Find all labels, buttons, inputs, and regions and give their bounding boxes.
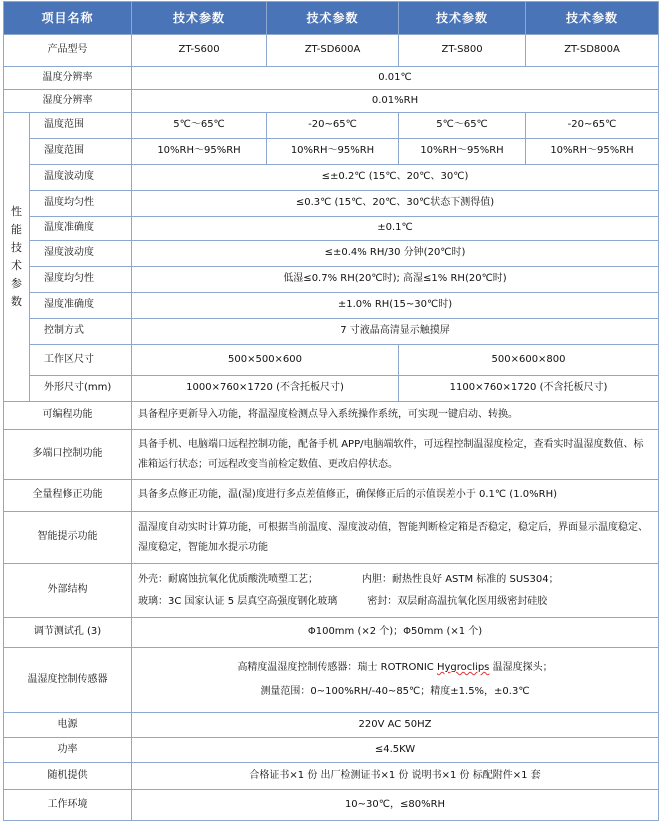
temp-range-label: 温度范围 <box>30 113 132 139</box>
structure-value <box>132 564 659 618</box>
power-supply-label: 电源 <box>4 713 132 738</box>
structure-liner: 内胆：耐热性良好 ASTM 标准的 SUS304； <box>362 573 559 585</box>
sensor-value <box>132 648 659 713</box>
programmable-row <box>4 402 659 430</box>
work-size-label: 工作区尺寸 <box>30 345 132 376</box>
temp-range-row <box>4 113 659 139</box>
humidity-range-2: 10%RH～95%RH <box>267 139 399 165</box>
model-2: ZT-SD600A <box>267 35 399 67</box>
humidity-accuracy-value: ±1.0% RH(15~30℃时) <box>132 293 659 319</box>
accessories-row <box>4 763 659 790</box>
header-param-1: 技术参数 <box>132 2 267 35</box>
programmable-label: 可编程功能 <box>4 402 132 430</box>
multiport-row <box>4 430 659 480</box>
smart-prompt-label: 智能提示功能 <box>4 512 132 564</box>
temp-range-4: -20~65℃ <box>526 113 659 139</box>
humidity-range-label: 湿度范围 <box>30 139 132 165</box>
environment-value: 10~30℃，≤80%RH <box>132 790 659 821</box>
full-correction-row <box>4 480 659 512</box>
accessories-value: 合格证书×1 份 出厂检测证书×1 份 说明书×1 份 标配附件×1 套 <box>132 763 659 790</box>
temp-uniformity-label: 温度均匀性 <box>30 191 132 217</box>
structure-label: 外部结构 <box>4 564 132 618</box>
power-value: ≤4.5KW <box>132 738 659 763</box>
control-mode-label: 控制方式 <box>30 319 132 345</box>
temp-range-3: 5℃～65℃ <box>399 113 526 139</box>
power-supply-row <box>4 713 659 738</box>
structure-seal: 密封：双层耐高温抗氧化医用级密封硅胶 <box>367 595 548 607</box>
temp-uniformity-row <box>4 191 659 217</box>
header-param-2: 技术参数 <box>267 2 399 35</box>
humidity-range-row <box>4 139 659 165</box>
model-3: ZT-S800 <box>399 35 526 67</box>
test-hole-value: Φ100mm (×2 个)；Φ50mm (×1 个) <box>132 618 659 648</box>
temp-accuracy-value: ±0.1℃ <box>132 217 659 241</box>
humidity-range-3: 10%RH～95%RH <box>399 139 526 165</box>
model-row <box>4 35 659 67</box>
multiport-value: 具备手机、电脑端口远程控制功能，配备手机 APP/电脑端软件，可远程控制温湿度检定，查看实时温湿度数值、标准箱运行状态；可远程改变当前检定数值、更改启停状态。 <box>132 430 659 480</box>
humidity-uniformity-row <box>4 267 659 293</box>
work-size-600: 500×500×600 <box>132 345 399 376</box>
spec-table <box>3 1 659 821</box>
power-label: 功率 <box>4 738 132 763</box>
outer-size-800: 1100×760×1720 (不含托板尺寸) <box>399 376 659 402</box>
humidity-uniformity-value: 低湿≤0.7% RH(20℃时); 高湿≤1% RH(20℃时) <box>132 267 659 293</box>
outer-size-label: 外形尺寸(mm) <box>30 376 132 402</box>
humidity-resolution-label: 湿度分辨率 <box>4 90 132 113</box>
temp-range-1: 5℃～65℃ <box>132 113 267 139</box>
temp-fluctuation-label: 温度波动度 <box>30 165 132 191</box>
full-correction-label: 全量程修正功能 <box>4 480 132 512</box>
power-row <box>4 738 659 763</box>
sensor-line1-prefix: 高精度温湿度控制传感器：瑞士 ROTRONIC <box>237 662 434 673</box>
sensor-brand: Hygroclips <box>436 662 490 673</box>
humidity-accuracy-label: 湿度准确度 <box>30 293 132 319</box>
temp-uniformity-value: ≤0.3℃ (15℃、20℃、30℃状态下测得值) <box>132 191 659 217</box>
performance-label: 性 能 技 术 参 数 <box>4 113 30 402</box>
header-item-name: 项目名称 <box>4 2 132 35</box>
temp-resolution-row <box>4 67 659 90</box>
smart-prompt-row <box>4 512 659 564</box>
temp-accuracy-row <box>4 217 659 241</box>
outer-size-row <box>4 376 659 402</box>
model-label: 产品型号 <box>4 35 132 67</box>
humidity-range-4: 10%RH～95%RH <box>526 139 659 165</box>
environment-label: 工作环境 <box>4 790 132 821</box>
humidity-accuracy-row <box>4 293 659 319</box>
smart-prompt-value: 温湿度自动实时计算功能，可根据当前温度、湿度波动值，智能判断检定箱是否稳定，稳定后，界面显示温度稳定、湿度稳定，智能加水提示功能 <box>132 512 659 564</box>
temp-accuracy-label: 温度准确度 <box>30 217 132 241</box>
programmable-value: 具备程序更新导入功能，将温湿度检测点导入系统操作系统，可实现一键启动、转换。 <box>132 402 659 430</box>
sensor-label: 温湿度控制传感器 <box>4 648 132 713</box>
temp-fluctuation-value: ≤±0.2℃ (15℃、20℃、30℃) <box>132 165 659 191</box>
structure-glass: 玻璃：3C 国家认证 5 层真空高强度钢化玻璃 <box>138 595 338 607</box>
humidity-fluctuation-row <box>4 241 659 267</box>
test-hole-label: 调节测试孔 (3) <box>4 618 132 648</box>
humidity-range-1: 10%RH～95%RH <box>132 139 267 165</box>
sensor-row <box>4 648 659 713</box>
humidity-resolution-row <box>4 90 659 113</box>
temp-resolution-value: 0.01℃ <box>132 67 659 90</box>
accessories-label: 随机提供 <box>4 763 132 790</box>
header-param-3: 技术参数 <box>399 2 526 35</box>
humidity-fluctuation-value: ≤±0.4% RH/30 分钟(20℃时) <box>132 241 659 267</box>
model-1: ZT-S600 <box>132 35 267 67</box>
work-size-row <box>4 345 659 376</box>
work-size-800: 500×600×800 <box>399 345 659 376</box>
humidity-fluctuation-label: 湿度波动度 <box>30 241 132 267</box>
outer-size-600: 1000×760×1720 (不含托板尺寸) <box>132 376 399 402</box>
temp-fluctuation-row <box>4 165 659 191</box>
model-4: ZT-SD800A <box>526 35 659 67</box>
header-param-4: 技术参数 <box>526 2 659 35</box>
control-mode-value: 7 寸液晶高清显示触摸屏 <box>132 319 659 345</box>
sensor-line2: 测量范围：0~100%RH/-40~85℃；精度±1.5%，±0.3℃ <box>260 686 530 697</box>
power-supply-value: 220V AC 50HZ <box>132 713 659 738</box>
structure-row <box>4 564 659 618</box>
environment-row <box>4 790 659 821</box>
temp-range-2: -20~65℃ <box>267 113 399 139</box>
humidity-resolution-value: 0.01%RH <box>132 90 659 113</box>
structure-outer-shell: 外壳：耐腐蚀抗氧化优质酸洗喷塑工艺； <box>138 573 319 585</box>
multiport-label: 多端口控制功能 <box>4 430 132 480</box>
sensor-line1-suffix: 温湿度探头； <box>492 662 553 673</box>
control-mode-row <box>4 319 659 345</box>
test-hole-row <box>4 618 659 648</box>
temp-resolution-label: 温度分辨率 <box>4 67 132 90</box>
full-correction-value: 具备多点修正功能，温(湿)度进行多点差值修正，确保修正后的示值误差小于 0.1℃ (1.0%RH) <box>132 480 659 512</box>
humidity-uniformity-label: 湿度均匀性 <box>30 267 132 293</box>
header-row <box>4 2 659 35</box>
